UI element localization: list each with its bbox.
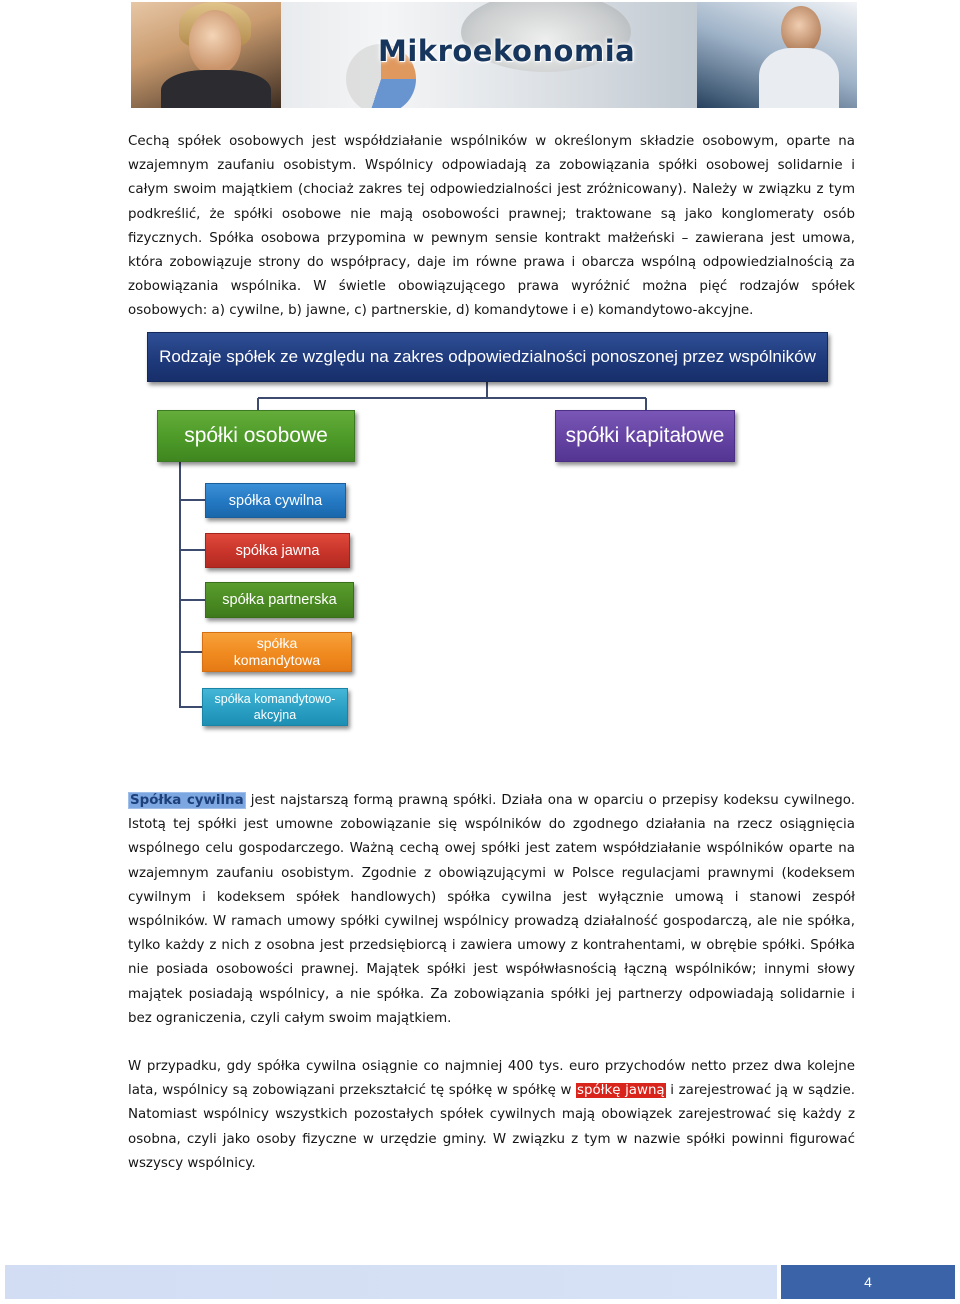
businesswoman-photo bbox=[131, 2, 281, 108]
header-banner bbox=[131, 2, 857, 108]
diagram-title-box: Rodzaje spółek ze względu na zakres odpowiedzialności ponoszonej przez wspólników bbox=[147, 332, 828, 382]
page-number: 4 bbox=[864, 1274, 872, 1290]
jacket-shape bbox=[161, 70, 271, 108]
cywilna-text: jest najstarszą formą prawną spółki. Działa ona w oparciu o przepisy kodeksu cywilnego. Istotą tej spółki jest umowne zobowiązanie się wspólników do zgodnego działania na rzecz osiągnięcia wspólnego celu gospodarczego. Ważną cechą owej spółki jest zatem współdziałanie wspólników oparte na wzajemnym zaufaniu osobistym. Zgodnie z obowiązującymi w Polsce regulacjami prawnymi (kodeksem cywilnym i kodeksem spółek handlowych) spółka cywilna jest wyłącznie umową i stanowi zespół wspólników. W ramach umowy spółki cywilnej wspólnicy prowadzą działalność gospodarczą, ale nie spółka, tylko każdy z nich z osobna jest przedsiębiorcą i zawiera umowy z kontrahentami, w obrębie spółki. Spółka nie posiada osobowości prawnej. Majątek spółki jest współwłasnością łączną wspólników; innymi słowy majątek posiadają wspólnicy, a nie spółka. Za zobowiązania spółki jej partnerzy odpowiadają solidarnie i bez ograniczenia, czyli całym swoim majątkiem. bbox=[128, 793, 855, 1026]
conversion-paragraph bbox=[128, 1055, 855, 1176]
page-number-box bbox=[781, 1265, 955, 1299]
node-spolka-komandytowa bbox=[202, 632, 352, 672]
face-shape bbox=[189, 10, 241, 74]
node-spolka-komandytowo-akcyjna bbox=[202, 688, 348, 726]
intro-paragraph: Cechą spółek osobowych jest współdziałanie wspólników w określonym składzie osobowym, oparte na wzajemnym zaufaniu osobistym. Wspólnicy odpowiadają za zobowiązania spółki osobowej solidarnie i całym swoim majątkiem (chociaż zakres tej odpowiedzialności jest zróżnicowany). Należy w związku z tym podkreślić, że spółki osobowe nie mają osobowości prawnej; traktowane są jako konglomeraty osób fizycznych. Spółka osobowa przypomina w pewnym sensie kontrakt małżeński – zawierana jest umowa, która zobowiązuje strony do współpracy, daje im równe prawa i obarcza wspólną odpowiedzialnością za zobowiązania wspólnika. W świetle obowiązującego prawa wyróżnić można pięć rodzajów spółek osobowych: a) cywilne, b) jawne, c) partnerskie, d) komandytowe i e) komandytowo-akcyjne. bbox=[128, 134, 855, 319]
conversion-text-after: i zarejestrować ją w sądzie. Natomiast wspólnicy wszystkich pozostałych spółek cywilnych mają obowiązek zarejestrować się każdy z osobna, czyli jako osoby fizyczne w urzędzie gminy. W związku z tym w nazwie spółki powinni figurować wszyscy wspólnicy. bbox=[128, 1083, 855, 1171]
conversion-text-before: W przypadku, gdy spółka cywilna osiągnie co najmniej 400 tys. euro przychodów netto przez dwa kolejne lata, wspólnicy są zobowiązani przekształcić tę spółkę w spółkę w bbox=[128, 1059, 855, 1099]
businessmen-photo bbox=[697, 2, 857, 108]
link-spolka-jawna[interactable]: spółkę jawną bbox=[577, 1083, 665, 1099]
businessman-shirt bbox=[759, 48, 839, 108]
footer-bar bbox=[5, 1265, 777, 1299]
businessman-face bbox=[781, 6, 821, 54]
node-spolka-jawna: spółka jawna bbox=[205, 533, 350, 568]
node-spolka-cywilna: spółka cywilna bbox=[205, 483, 346, 518]
cywilna-paragraph bbox=[128, 789, 855, 1031]
banner-title: Mikroekonomia bbox=[378, 34, 636, 68]
node-spolki-osobowe: spółki osobowe bbox=[157, 410, 355, 462]
highlighted-term-spolka-cywilna[interactable]: Spółka cywilna bbox=[130, 793, 244, 808]
node-spolki-kapitalowe: spółki kapitałowe bbox=[555, 410, 735, 462]
node-spolka-partnerska: spółka partnerska bbox=[205, 582, 354, 618]
node-spolka-komandytowa-label: spółka komandytowa bbox=[233, 635, 321, 668]
node-spolka-komandytowo-akcyjna-label: spółka komandytowo-akcyjna bbox=[214, 692, 336, 722]
